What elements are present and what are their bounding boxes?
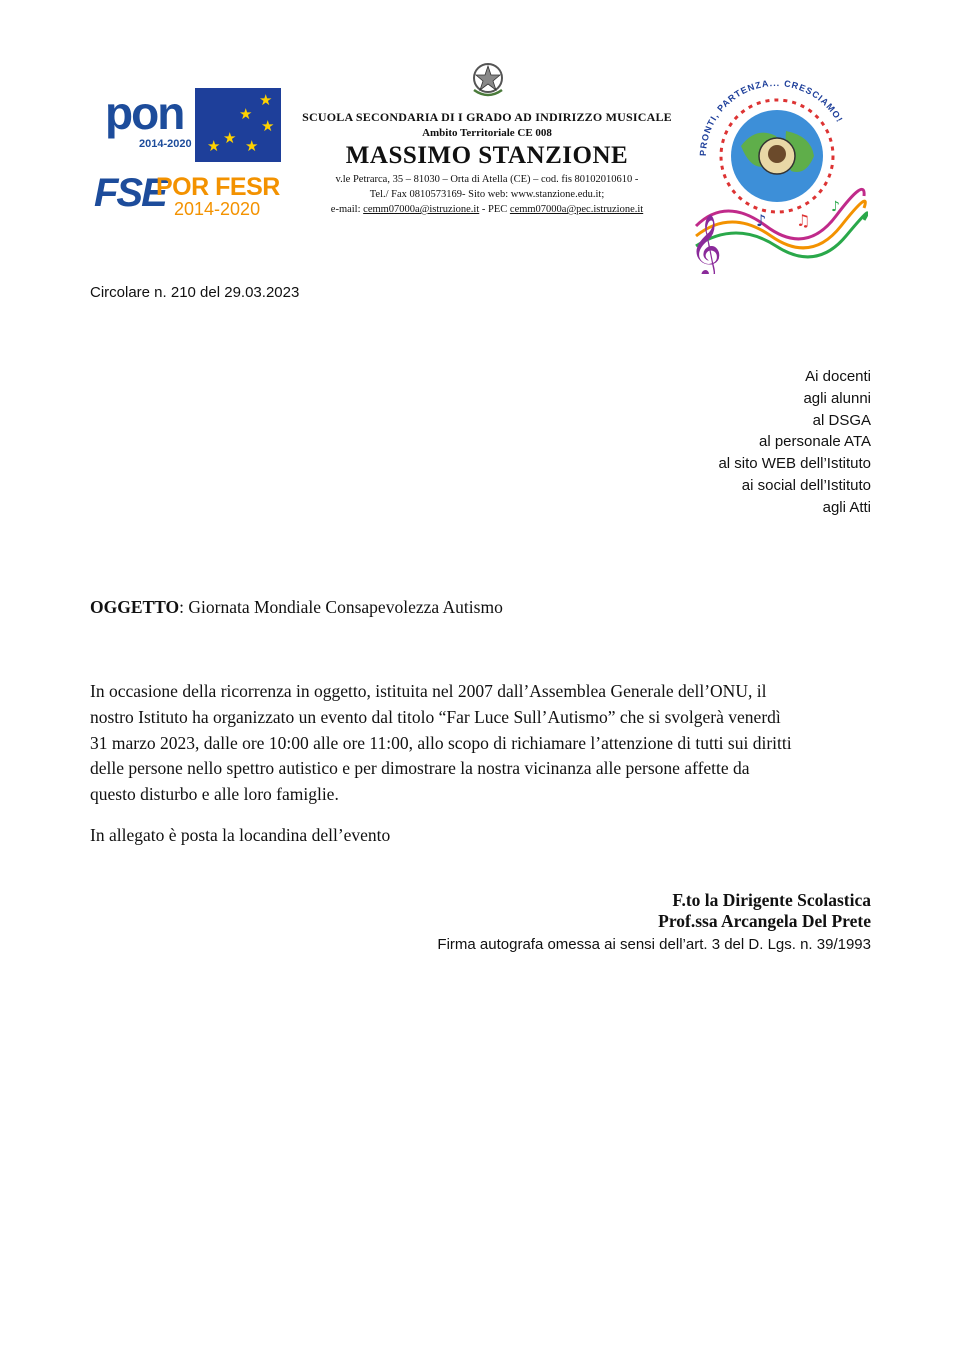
school-ambito: Ambito Territoriale CE 008 (422, 127, 552, 139)
treble-clef-icon: 𝄞 (690, 214, 722, 274)
pon-logo-word: pon (105, 87, 184, 139)
body-line: questo disturbo e alle loro famiglie. (90, 784, 339, 805)
subject-line (90, 597, 503, 618)
signature-block (437, 890, 871, 958)
fse-logo-word: FSE (94, 171, 166, 215)
recipients-list (718, 366, 871, 519)
school-address: v.le Petrarca, 35 – 81030 – Orta di Atella (CE) – cod. fis 80102010610 - (335, 174, 639, 185)
por-fesr-logo (94, 168, 280, 222)
school-email-link[interactable]: cemm07000a@istruzione.it (363, 204, 480, 215)
subject-label: OGGETTO (90, 597, 180, 617)
attachment-note: In allegato è posta la locandina dell’evento (90, 825, 391, 845)
svg-text:♫: ♫ (796, 211, 811, 230)
school-letterhead (282, 108, 692, 217)
pon-logo (103, 88, 281, 162)
school-name: MASSIMO STANZIONE (345, 142, 629, 169)
recipient-item: al sito WEB dell’Istituto (718, 455, 871, 473)
recipient-item: agli Atti (822, 498, 871, 516)
school-music-logo (686, 76, 868, 274)
circolare-number: Circolare n. 210 del 29.03.2023 (90, 284, 300, 301)
school-logo-motto: PRONTI, PARTENZA... CRESCIAMO! (697, 77, 845, 157)
signature-name: Prof.ssa Arcangela Del Prete (658, 911, 871, 931)
por-fesr-years: 2014-2020 (174, 199, 261, 219)
body-line: nostro Istituto ha organizzato un evento dal titolo “Far Luce Sull’Autismo” che si svolgerà venerdì (90, 706, 781, 727)
recipient-item: Ai docenti (805, 368, 871, 385)
eu-flag-icon: ★ ★ ★ ★ ★ ★ (195, 88, 281, 162)
por-fesr-title: POR FESR (156, 173, 280, 201)
body-line: delle persone nello spettro autistico e per dimostrare la nostra vicinanza alle persone affette da (90, 758, 750, 779)
school-contacts: Tel./ Fax 0810573169- Sito web: www.stanzione.edu.it; (369, 189, 605, 200)
svg-text:♪: ♪ (756, 211, 767, 230)
signature-note: Firma autografa omessa ai sensi dell’art. 3 del D. Lgs. n. 39/1993 (437, 936, 871, 953)
italian-republic-emblem-icon (469, 60, 507, 100)
school-email-line: e-mail: cemm07000a@istruzione.it - PEC cemm07000a@pec.istruzione.it (330, 204, 644, 215)
signature-title: F.to la Dirigente Scolastica (672, 890, 871, 910)
recipient-item: al DSGA (812, 411, 871, 429)
school-pec-link[interactable]: cemm07000a@pec.istruzione.it (509, 204, 644, 215)
school-type: SCUOLA SECONDARIA DI I GRADO AD INDIRIZZO MUSICALE (302, 110, 672, 124)
pon-logo-years: 2014-2020 (139, 138, 192, 150)
body-line: In occasione della ricorrenza in oggetto, istituita nel 2007 dall’Assemblea Generale dell’ONU, il (90, 681, 767, 701)
recipient-item: agli alunni (803, 389, 871, 407)
recipient-item: al personale ATA (758, 433, 871, 451)
recipient-item: ai social dell’Istituto (741, 476, 871, 494)
subject-text: : Giornata Mondiale Consapevolezza Autismo (179, 597, 503, 617)
body-line: 31 marzo 2023, dalle ore 10:00 alle ore 11:00, allo scopo di richiamare l’attenzione di tutti sui diritti (90, 732, 792, 753)
svg-text:♪: ♪ (831, 199, 840, 215)
body-paragraph (90, 679, 880, 808)
